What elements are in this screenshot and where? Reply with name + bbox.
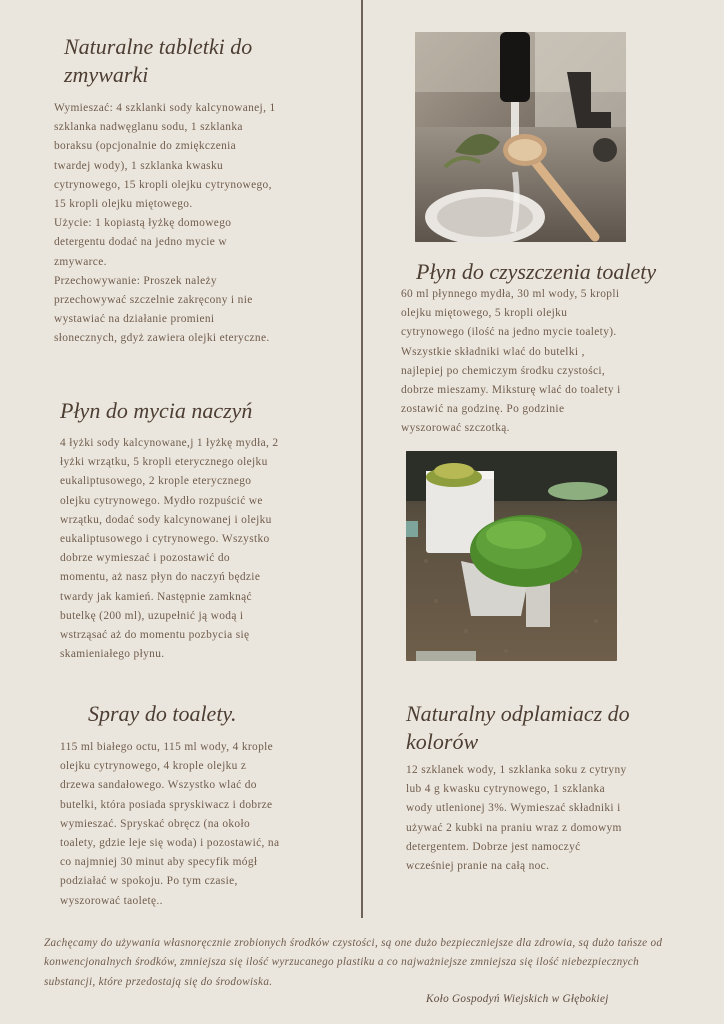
footer-note: Zachęcamy do używania własnoręcznie zrobionych środków czystości, są one dużo bezpieczniejsze dla zdrowia, są dużo tańsze od konwencjonalnych środków, zmniejsza się ilość wyrzucanego plastiku a co najważniejsze zmniejsza się ilość niebezpiecznych substancji, które przedostają się do środowiska. [44,937,663,988]
stain-remover-body: 12 szklanek wody, 1 szklanka soku z cytryny lub 4 g kwasku cytrynowego, 1 szklanka wody utlenionej 3%. Wymieszać składniki i używać 2 kubki na praniu wraz z domowym detergentem. Dobrze jest namoczyć wcześniej pranie na całą noc. [406,764,627,873]
dish-liquid-body: 4 łyżki sody kalcynowane,j 1 łyżkę mydła, 2 łyżki wrzątku, 5 kropli eterycznego olejku eukaliptusowego, 2 krople eterycznego olejku cytrynowego. Mydło rozpuścić we wrzątku, dodać sody kalcynowanej i olejku eukaliptusowego i cytrynowego. Wszystko dobrze wymieszać i pozostawić do momentu, aż nasz płyn do naczyń będzie twardy jak kamień. Następnie zamknąć butelkę (200 ml), uzupełnić ją wodą i wstrząsać aż do momentu pozbycia się skamieniałego płynu. [60,437,279,661]
tablets-title: Naturalne tabletki do zmywarki [64,34,253,87]
toilet-spray-body: 115 ml białego octu, 115 ml wody, 4 krople olejku cytrynowego, 4 krople olejku z drzewa sandałowego. Wszystko wlać do butelki, która posiada spryskiwacz i dobrze wymieszać. Spryskać obręcz (na około toalety, gdzie leje się woda) i pozostawić, na co najmniej 30 minut aby specyfik mógł podziałać w spokoju. Po tym czasie, wyszorować taoletę.. [60,741,280,907]
footer-signature: Koło Gospodyń Wiejskich w Głębokiej [426,993,609,1005]
toilet-spray-title: Spray do toalety. [88,701,237,726]
toilet-cleaner-title: Płyn do czyszczenia toalety [416,259,657,284]
moss-toilet-photo [406,451,617,661]
dish-brush-photo [415,32,626,242]
toilet-cleaner-body: 60 ml płynnego mydła, 30 ml wody, 5 kropli olejku miętowego, 5 kropli olejku cytrynowego (ilość na jedno mycie toalety). Wszystkie składniki wlać do butelki , najlepiej po chemiczym środku czystości, dobrze mieszamy. Miksturę wlać do toalety i zostawić na godzinę. Po godzinie wyszorować szczotką. [401,288,621,435]
column-divider [361,0,363,918]
dish-liquid-title: Płyn do mycia naczyń [60,398,253,423]
tablets-body: Wymieszać: 4 szklanki sody kalcynowanej, 1 szklanka nadwęglanu sodu, 1 szklanka boraksu (opcjonalnie do zmiękczenia twardej wody), 1 szklanka kwasku cytrynowego, 15 kropli olejku cytrynowego, 15 kropli olejku miętowego. Użycie: 1 kopiastą łyżkę domowego detergentu dodać na jedno mycie w zmywarce. Przechowywanie: Proszek należy przechowywać szczelnie zakręcony i nie wystawiać na działanie promieni słonecznych, gdyż zawiera olejki eteryczne. [54,102,276,345]
stain-remover-title: Naturalny odplamiacz do kolorów [406,701,630,754]
